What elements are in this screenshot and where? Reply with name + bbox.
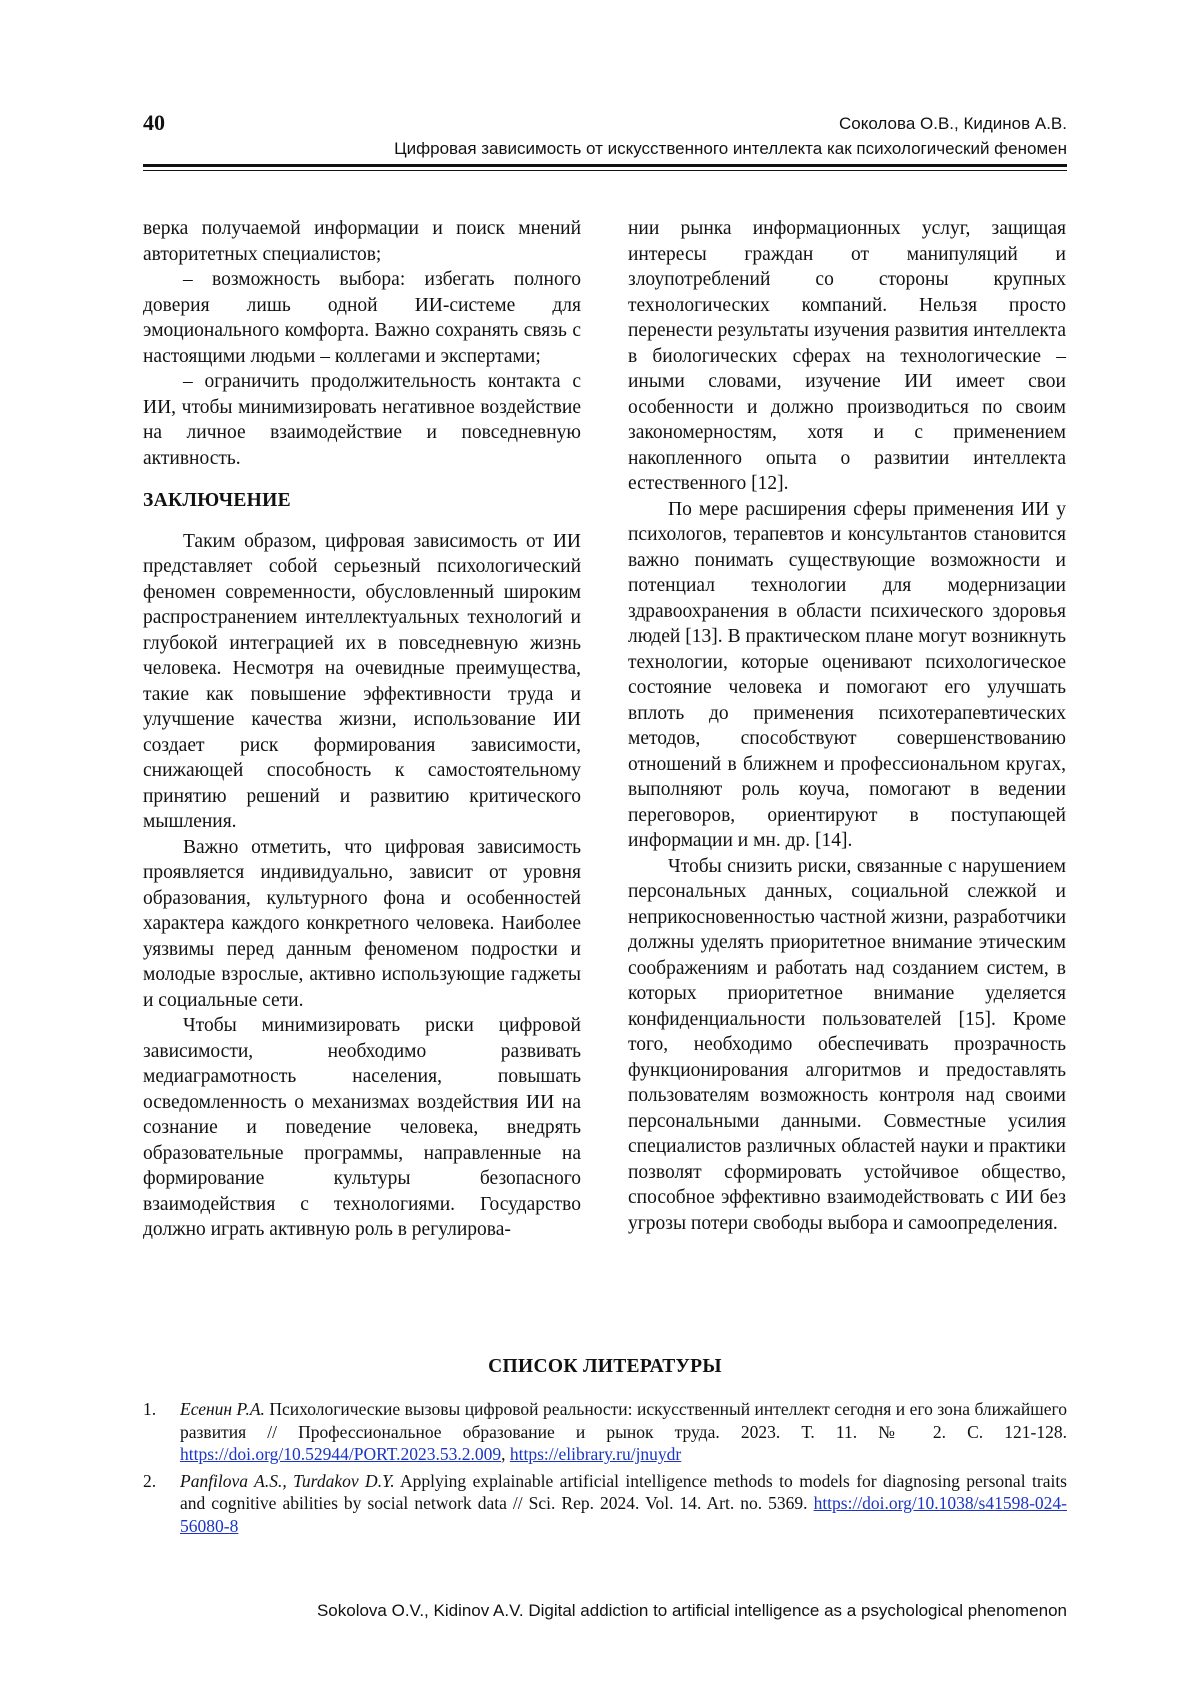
- list-item: – возможность выбора: избегать полного доверия лишь одной ИИ-системе для эмоционального комфорта. Важно сохранять связь с настоящими людьми – коллегами и экспертами;: [143, 269, 581, 367]
- reference-elibrary-link[interactable]: https://elibrary.ru/jnuydr: [509, 1444, 682, 1464]
- reference-text: Applying explainable artificial intelligence methods to models for diagnosing personal traits and cognitive abilities by social network data // Sci. Rep. 2024. Vol. 14. Art. no. 5369.: [180, 1470, 1067, 1513]
- header-rule-thin: [143, 170, 1067, 171]
- reference-text: Психологические вызовы цифровой реальности: искусственный интеллект сегодня и его зона ближайшего развития // Профессиональное образование и рынок труда. 2023. Т. 11. № 2. С. 121-128.: [180, 1399, 1067, 1442]
- reference-list: [143, 1398, 1067, 1541]
- references-heading: СПИСОК ЛИТЕРАТУРЫ: [488, 1356, 722, 1377]
- reference-body: [180, 1398, 1067, 1466]
- reference-authors: Panfilova A.S., Turdakov D.Y.: [180, 1470, 395, 1491]
- paragraph: Таким образом, цифровая зависимость от ИИ представляет собой серьезный психологический феномен современности, обусловленный широким распространением интеллектуальных технологий и глубокой интеграцией их в повседневную жизнь человека. Несмотря на очевидные преимущества, такие как повышение эффективности труда и улучшение качества жизни, использование ИИ создает риск формирования зависимости, снижающей способность к самостоятельному принятию решений и развитию критического мышления.: [143, 530, 581, 832]
- running-footer: Sokolova O.V., Kidinov A.V. Digital addiction to artificial intelligence as a psychological phenomenon: [316, 1601, 1067, 1620]
- running-header-authors: Соколова О.В., Кидинов А.В.: [838, 114, 1067, 133]
- running-header-title: Цифровая зависимость от искусственного интеллекта как психологический феномен: [394, 139, 1067, 158]
- reference-item: [143, 1470, 1067, 1538]
- list-item: – ограничить продолжительность контакта с ИИ, чтобы минимизировать негативное воздействие на личное взаимодействие и повседневную активность.: [143, 371, 581, 469]
- left-column: [143, 216, 581, 1243]
- reference-authors: Есенин Р.А.: [180, 1399, 265, 1419]
- paragraph: верка получаемой информации и поиск мнений авторитетных специалистов;: [143, 218, 581, 265]
- section-heading-conclusion: ЗАКЛЮЧЕНИЕ: [143, 490, 291, 511]
- reference-number: 2.: [143, 1470, 157, 1491]
- paragraph: По мере расширения сферы применения ИИ у психологов, терапевтов и консультантов становится важно понимать существующие возможности и потенциал технологии для модернизации здравоохранения в области психического здоровья людей [13]. В практическом плане могут возникнуть технологии, которые оценивают психологическое состояние человека и помогают его улучшать вплоть до применения психотерапевтических методов, способствуют совершенствованию отношений в ближнем и профессиональном кругах, выполняют роль коуча, помогают в ведении переговоров, ориентируют в поступающей информации и мн. др. [14].: [628, 498, 1066, 851]
- header-rule-thick: [143, 164, 1067, 167]
- page-number: 40: [143, 110, 165, 135]
- reference-body: [180, 1470, 1067, 1538]
- paragraph: нии рынка информационных услуг, защищая интересы граждан от манипуляций и злоупотреблений со стороны крупных технологических компаний. Нельзя просто перенести результаты изучения развития интеллекта в биологических сферах на технологические – иными словами, изучение ИИ имеет свои особенности и должно производиться по своим закономерностям, хотя и с применением накопленного опыта о развитии интеллекта естественного [12].: [628, 218, 1066, 494]
- reference-item: [143, 1398, 1067, 1466]
- reference-separator: ,: [501, 1444, 510, 1464]
- paragraph: Чтобы снизить риски, связанные с нарушением персональных данных, социальной слежкой и неприкосновенностью частной жизни, разработчики должны уделять приоритетное внимание этическим соображениям и работать над созданием систем, в которых приоритетное внимание уделяется конфиденциальности пользователей [15]. Кроме того, необходимо обеспечивать прозрачность функционирования алгоритмов и предоставлять пользователям возможность контроля над своими персональными данными. Совместные усилия специалистов различных областей науки и практики позволят сформировать устойчивое общество, способное эффективно взаимодействовать с ИИ без угрозы потери свободы выбора и самоопределения.: [628, 855, 1066, 1234]
- reference-number: 1.: [143, 1399, 157, 1419]
- reference-doi-link[interactable]: https://doi.org/10.1038/s41598-024-56080-8: [180, 1493, 1067, 1536]
- paragraph: Важно отметить, что цифровая зависимость проявляется индивидуально, зависит от уровня образования, культурного фона и особенностей характера каждого конкретного человека. Наиболее уязвимы перед данным феноменом подростки и молодые взрослые, активно использующие гаджеты и социальные сети.: [143, 836, 581, 1011]
- paragraph: Чтобы минимизировать риски цифровой зависимости, необходимо развивать медиаграмотность населения, повышать осведомленность о механизмах воздействия ИИ на сознание и поведение человека, внедрять образовательные программы, направленные на формирование культуры безопасного взаимодействия с технологиями. Государство должно играть активную роль в регулирова-: [143, 1015, 581, 1240]
- reference-doi-link[interactable]: https://doi.org/10.52944/PORT.2023.53.2.009: [180, 1444, 502, 1464]
- right-column: [628, 216, 1066, 1236]
